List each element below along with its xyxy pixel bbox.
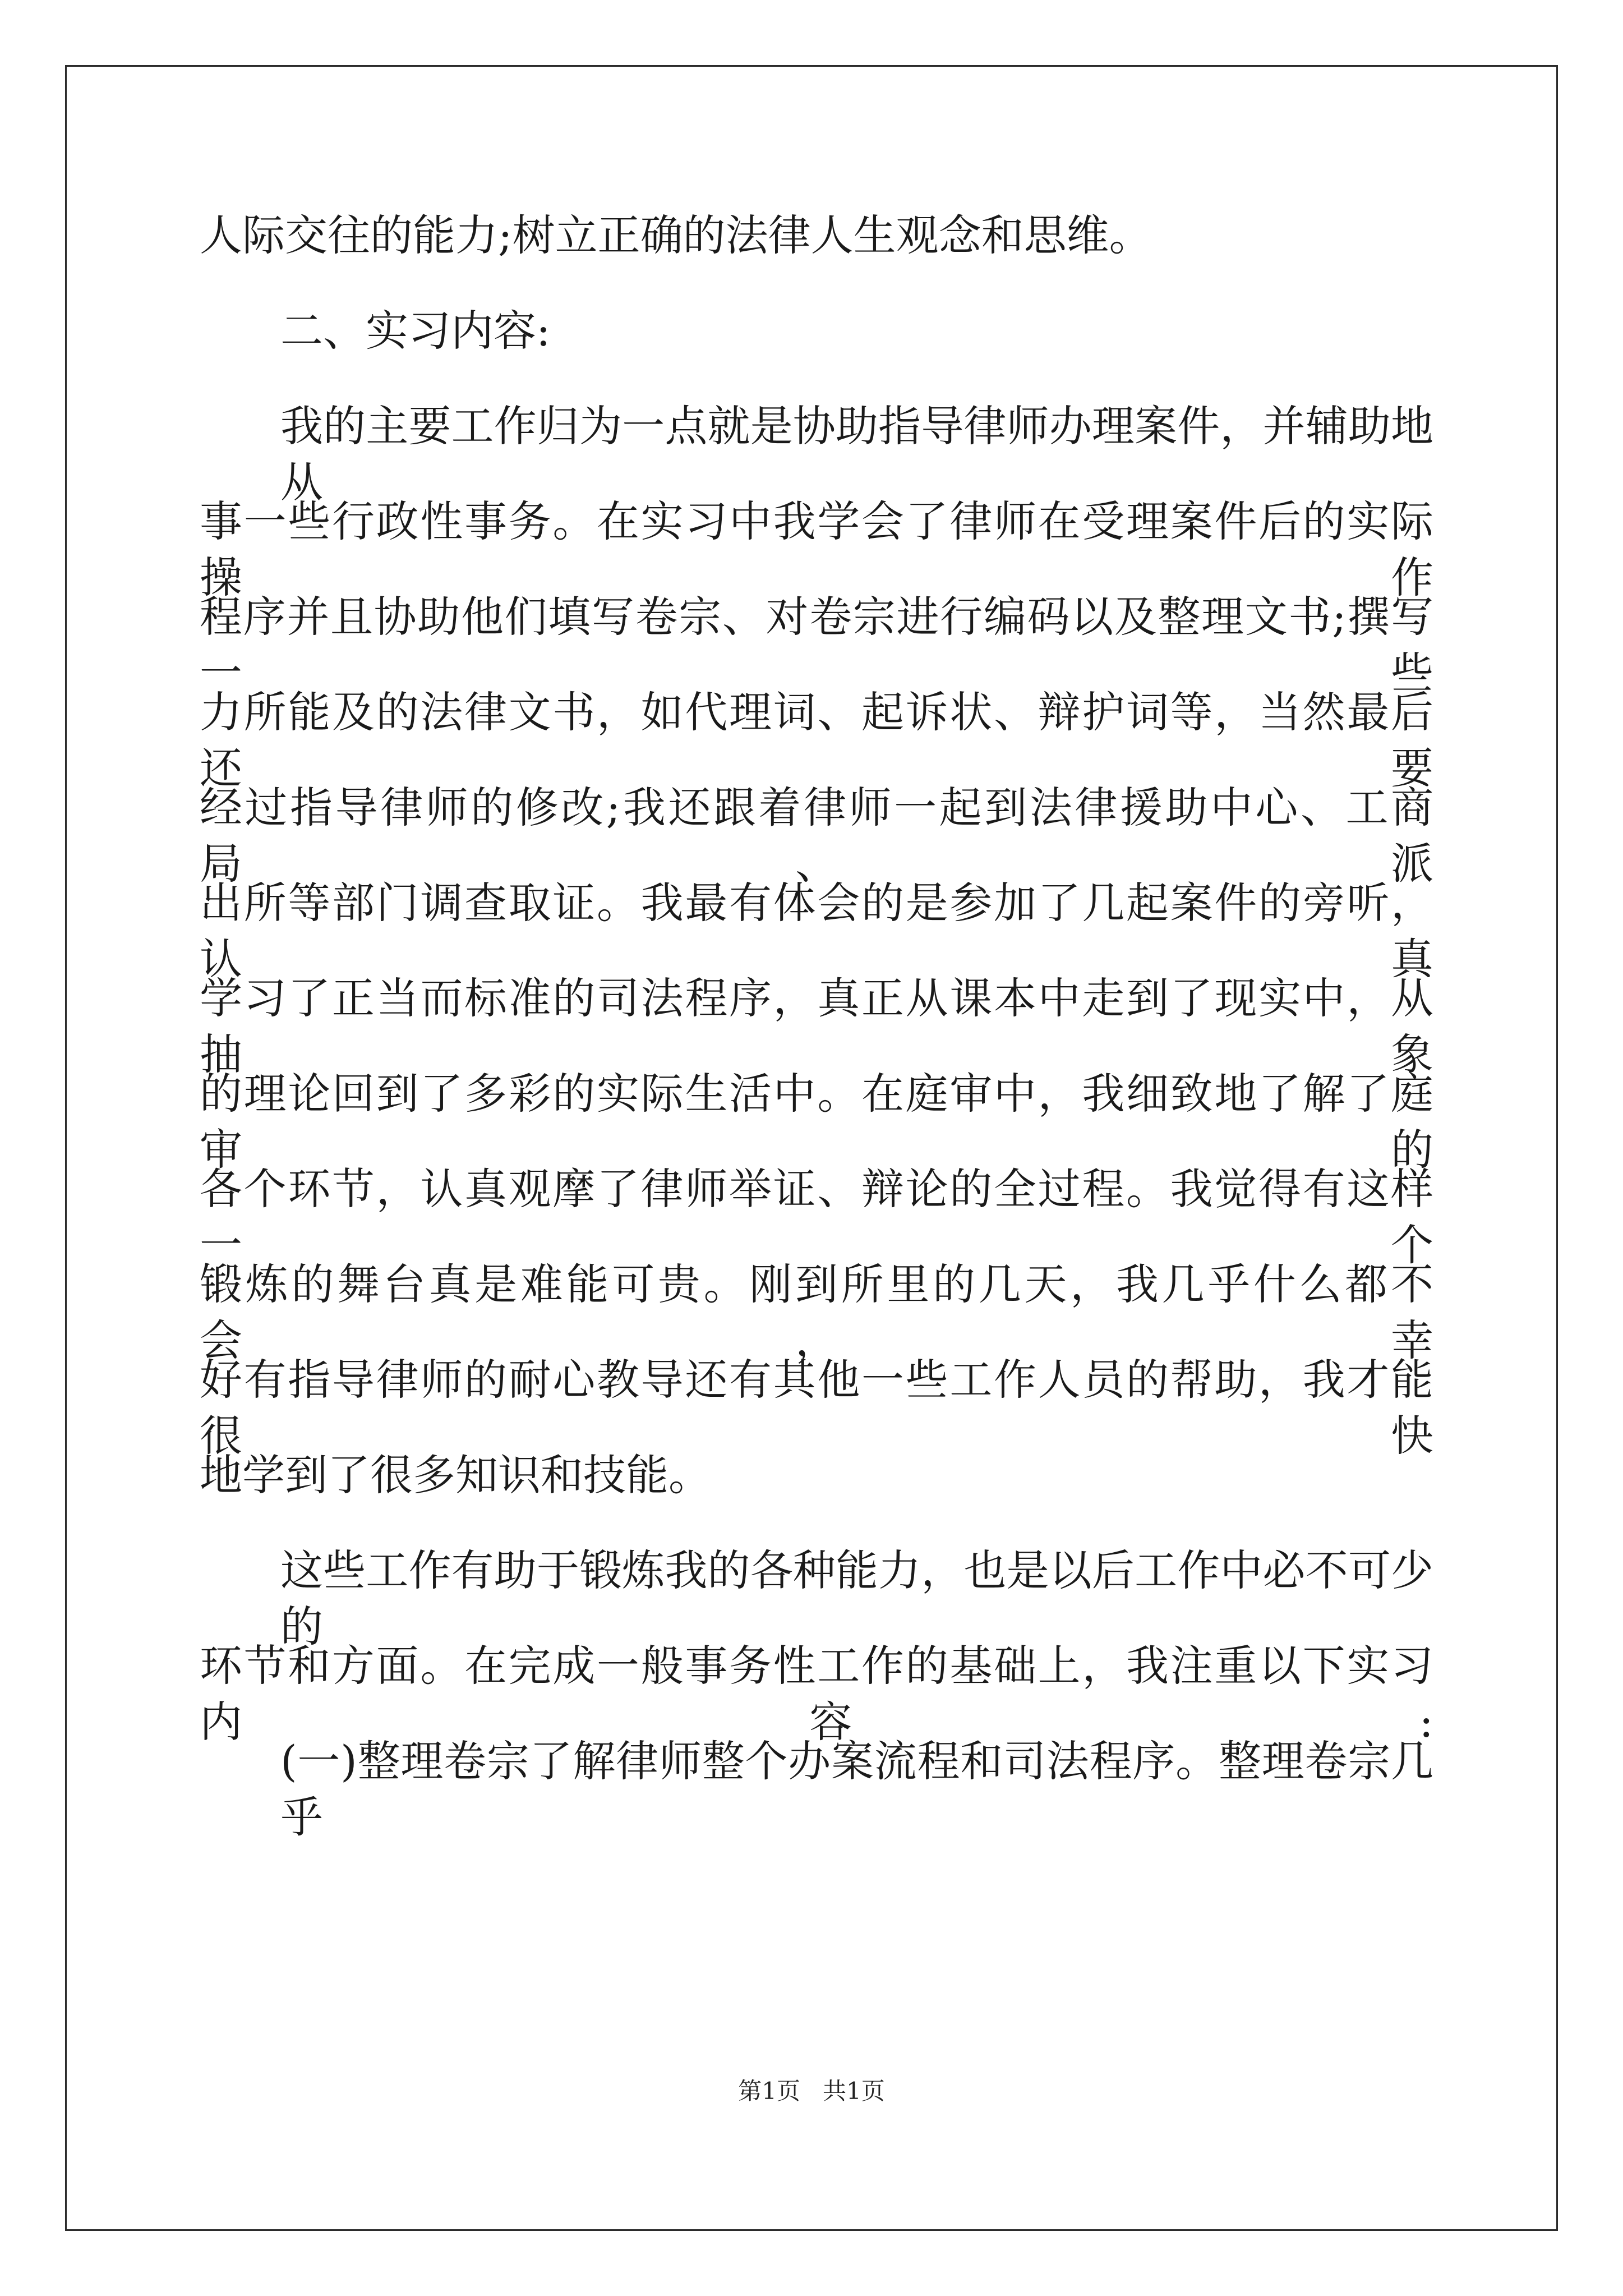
paragraph-line: 地学到了很多知识和技能。 bbox=[200, 1450, 711, 1500]
paragraph-line: 经过指导律师的修改;我还跟着律师一起到法律援助中心、工商局、派 bbox=[200, 783, 1433, 889]
paragraph-line: 力所能及的法律文书，如代理词、起诉状、辩护词等，当然最后还要 bbox=[200, 687, 1433, 793]
paragraph-line: 程序并且协助他们填写卷宗、对卷宗进行编码以及整理文书;撰写一些 bbox=[200, 592, 1433, 698]
paragraph-line: 这些工作有助于锻炼我的各种能力，也是以后工作中必不可少的 bbox=[280, 1545, 1433, 1651]
paragraph-line: 各个环节，认真观摩了律师举证、辩论的全过程。我觉得有这样一个 bbox=[200, 1164, 1433, 1270]
paragraph-line: 好有指导律师的耐心教导还有其他一些工作人员的帮助，我才能很快 bbox=[200, 1355, 1433, 1461]
paragraph-line: (一)整理卷宗了解律师整个办案流程和司法程序。整理卷宗几乎 bbox=[280, 1736, 1433, 1842]
paragraph-line: 我的主要工作归为一点就是协助指导律师办理案件，并辅助地从 bbox=[280, 401, 1433, 507]
paragraph-line: 锻炼的舞台真是难能可贵。刚到所里的几天，我几乎什么都不会，幸 bbox=[200, 1259, 1433, 1365]
text-line: 人际交往的能力;树立正确的法律人生观念和思维。 bbox=[200, 210, 1152, 260]
page-number-label: 第1页 共1页 bbox=[738, 2077, 885, 2105]
paragraph-line: 的理论回到了多彩的实际生活中。在庭审中，我细致地了解了庭审的 bbox=[200, 1069, 1433, 1175]
paragraph-line: 事一些行政性事务。在实习中我学会了律师在受理案件后的实际操作 bbox=[200, 496, 1433, 602]
section-heading: 二、实习内容: bbox=[280, 306, 551, 356]
page-footer bbox=[0, 2076, 1623, 2107]
paragraph-line: 环节和方面。在完成一般事务性工作的基础上，我注重以下实习内容: bbox=[200, 1641, 1433, 1747]
paragraph-line: 出所等部门调查取证。我最有体会的是参加了几起案件的旁听，认真 bbox=[200, 878, 1433, 984]
paragraph-line: 学习了正当而标准的司法程序，真正从课本中走到了现实中，从抽象 bbox=[200, 973, 1433, 1079]
